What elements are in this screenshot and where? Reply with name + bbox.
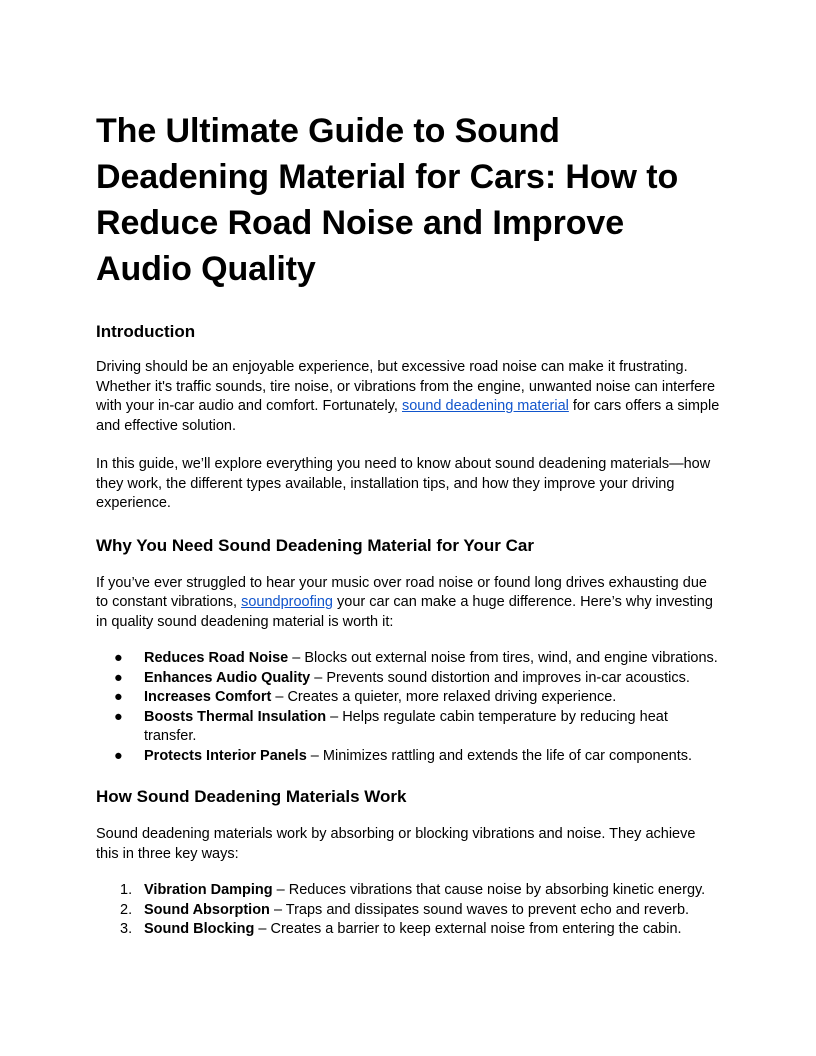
mechanisms-list <box>96 881 722 940</box>
bullet-icon: ● <box>114 669 123 686</box>
list-item-text: – Traps and dissipates sound waves to prevent echo and reverb. <box>269 901 690 918</box>
list-item <box>96 920 722 940</box>
list-item <box>96 708 722 747</box>
list-item-text: – Creates a barrier to keep external noise from entering the cabin. <box>254 921 682 937</box>
document-page <box>96 108 722 940</box>
list-number: 3. <box>120 921 133 937</box>
list-item <box>96 649 722 669</box>
list-number: 1. <box>120 882 133 898</box>
intro-paragraph-1 <box>96 358 722 436</box>
bullet-icon: ● <box>114 708 123 725</box>
benefits-list <box>96 649 722 766</box>
list-item <box>96 688 722 708</box>
bullet-icon: ● <box>114 650 123 666</box>
intro-heading: Introduction <box>96 322 196 341</box>
page-title: The Ultimate Guide to Sound Deadening Material for Cars: How to Reduce Road Noise and Improve Audio Quality <box>96 112 679 288</box>
how-paragraph: Sound deadening materials work by absorbing or blocking vibrations and noise. They achieve this in three key ways: <box>96 826 696 862</box>
bullet-icon: ● <box>114 747 123 764</box>
intro-paragraph-2: In this guide, we’ll explore everything you need to know about sound deadening materials—how they work, the different types available, installation tips, and how they improve your driving experience. <box>96 456 711 511</box>
intro-p1-text-before: Driving should be an enjoyable experience, but excessive road noise can make it frustrating. Whether it's traffic sounds, tire noise, or vibrations from the engine, unwanted noise can interfere with your in-car audio and comfort. Fortunately, <box>96 359 716 414</box>
list-item-bold: Increases Comfort <box>144 689 272 705</box>
intro-p1-text-after: for cars offers a simple and effective solution. <box>96 398 720 434</box>
list-item-bold: Protects Interior Panels <box>144 747 307 764</box>
list-item-text: – Prevents sound distortion and improves in-car acoustics. <box>310 669 690 686</box>
list-item <box>96 901 722 921</box>
how-heading: How Sound Deadening Materials Work <box>96 787 407 806</box>
list-item-bold: Boosts Thermal Insulation <box>144 708 327 725</box>
why-p-text-after: your car can make a huge difference. Here’s why investing in quality sound deadening material is worth it: <box>96 594 713 630</box>
list-item-text: – Creates a quieter, more relaxed driving experience. <box>271 689 617 705</box>
list-item-text: – Minimizes rattling and extends the life of car components. <box>306 747 693 764</box>
why-p-text-before: If you’ve ever struggled to hear your music over road noise or found long drives exhausting due to constant vibrations, <box>96 574 707 610</box>
bullet-icon: ● <box>114 689 123 705</box>
list-item-text: – Blocks out external noise from tires, wind, and engine vibrations. <box>288 650 718 666</box>
list-item-bold: Sound Blocking <box>144 921 255 937</box>
list-item <box>96 881 722 901</box>
list-item <box>96 747 722 767</box>
why-paragraph <box>96 574 722 633</box>
list-item-text: – Reduces vibrations that cause noise by absorbing kinetic energy. <box>272 882 706 898</box>
list-item-text: – Helps regulate cabin temperature by reducing heat transfer. <box>144 708 668 744</box>
list-number: 2. <box>120 901 133 918</box>
list-item-bold: Vibration Damping <box>144 882 273 898</box>
list-item-bold: Enhances Audio Quality <box>144 669 311 686</box>
soundproofing-link[interactable]: soundproofing <box>241 594 333 610</box>
sound-deadening-material-link[interactable]: sound deadening material <box>401 398 569 414</box>
list-item <box>96 669 722 689</box>
list-item-bold: Sound Absorption <box>144 901 270 918</box>
list-item-bold: Reduces Road Noise <box>144 650 289 666</box>
why-heading: Why You Need Sound Deadening Material for Your Car <box>96 535 534 555</box>
